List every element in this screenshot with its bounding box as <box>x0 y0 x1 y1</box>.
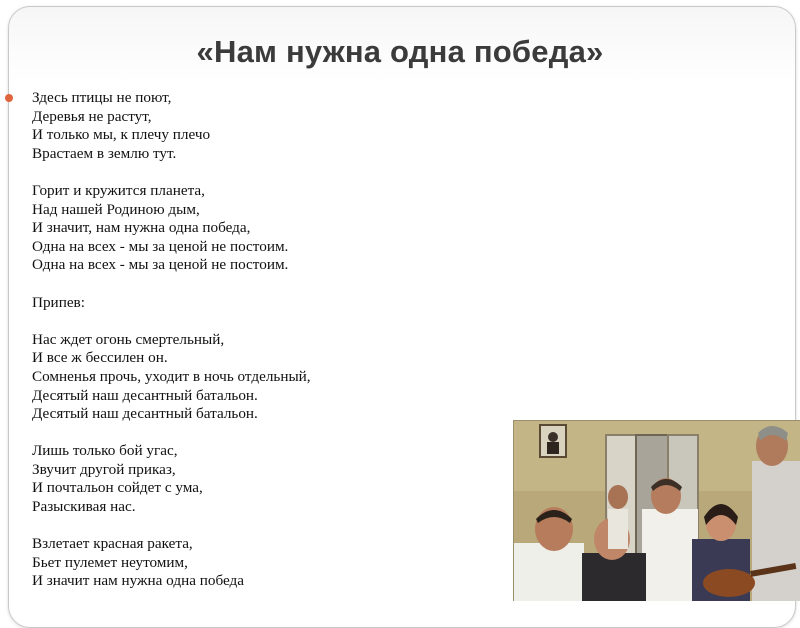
lyric-line: Десятый наш десантный батальон. <box>32 405 258 423</box>
lyric-line: И почтальон сойдет с ума, <box>32 479 203 497</box>
lyric-line: Врастаем в землю тут. <box>32 144 177 162</box>
lyric-line: Горит и кружится планета, <box>32 181 205 199</box>
lyric-line: Деревья не растут, <box>32 107 152 125</box>
lyric-line: И только мы, к плечу плечо <box>32 126 211 144</box>
lyric-line: Разыскивая нас. <box>32 498 136 516</box>
lyric-line: И все ж бессилен он. <box>32 349 168 367</box>
film-still-photo <box>513 420 800 601</box>
lyric-line: И значит нам нужна одна победа <box>32 572 244 590</box>
slide-title: «Нам нужна одна победа» <box>196 34 604 69</box>
lyric-line <box>32 163 502 182</box>
lyric-line <box>32 312 502 331</box>
lyrics-text <box>32 89 502 591</box>
lyric-line: Сомненья прочь, уходит в ночь отдельный, <box>32 367 311 385</box>
lyric-line: И значит, нам нужна одна победа, <box>32 219 251 237</box>
lyric-line: Припев: <box>32 293 85 311</box>
lyric-line: Одна на всех - мы за ценой не постоим. <box>32 237 289 255</box>
lyric-line: Одна на всех - мы за ценой не постоим. <box>32 256 289 274</box>
lyric-line: Звучит другой приказ, <box>32 460 176 478</box>
lyric-line <box>32 424 502 443</box>
lyric-line: Бьет пулемет неутомим, <box>32 553 188 571</box>
lyric-line: Здесь птицы не поют, <box>32 89 172 106</box>
lyric-line: Десятый наш десантный батальон. <box>32 386 258 404</box>
lyric-line <box>32 517 502 536</box>
lyric-line <box>32 275 502 294</box>
lyric-line: Нас ждет огонь смертельный, <box>32 330 225 348</box>
film-still-illustration <box>514 421 800 601</box>
bullet-icon <box>5 94 13 102</box>
lyric-line: Взлетает красная ракета, <box>32 535 193 553</box>
lyric-line: Лишь только бой угас, <box>32 442 178 460</box>
lyric-line: Над нашей Родиною дым, <box>32 200 200 218</box>
